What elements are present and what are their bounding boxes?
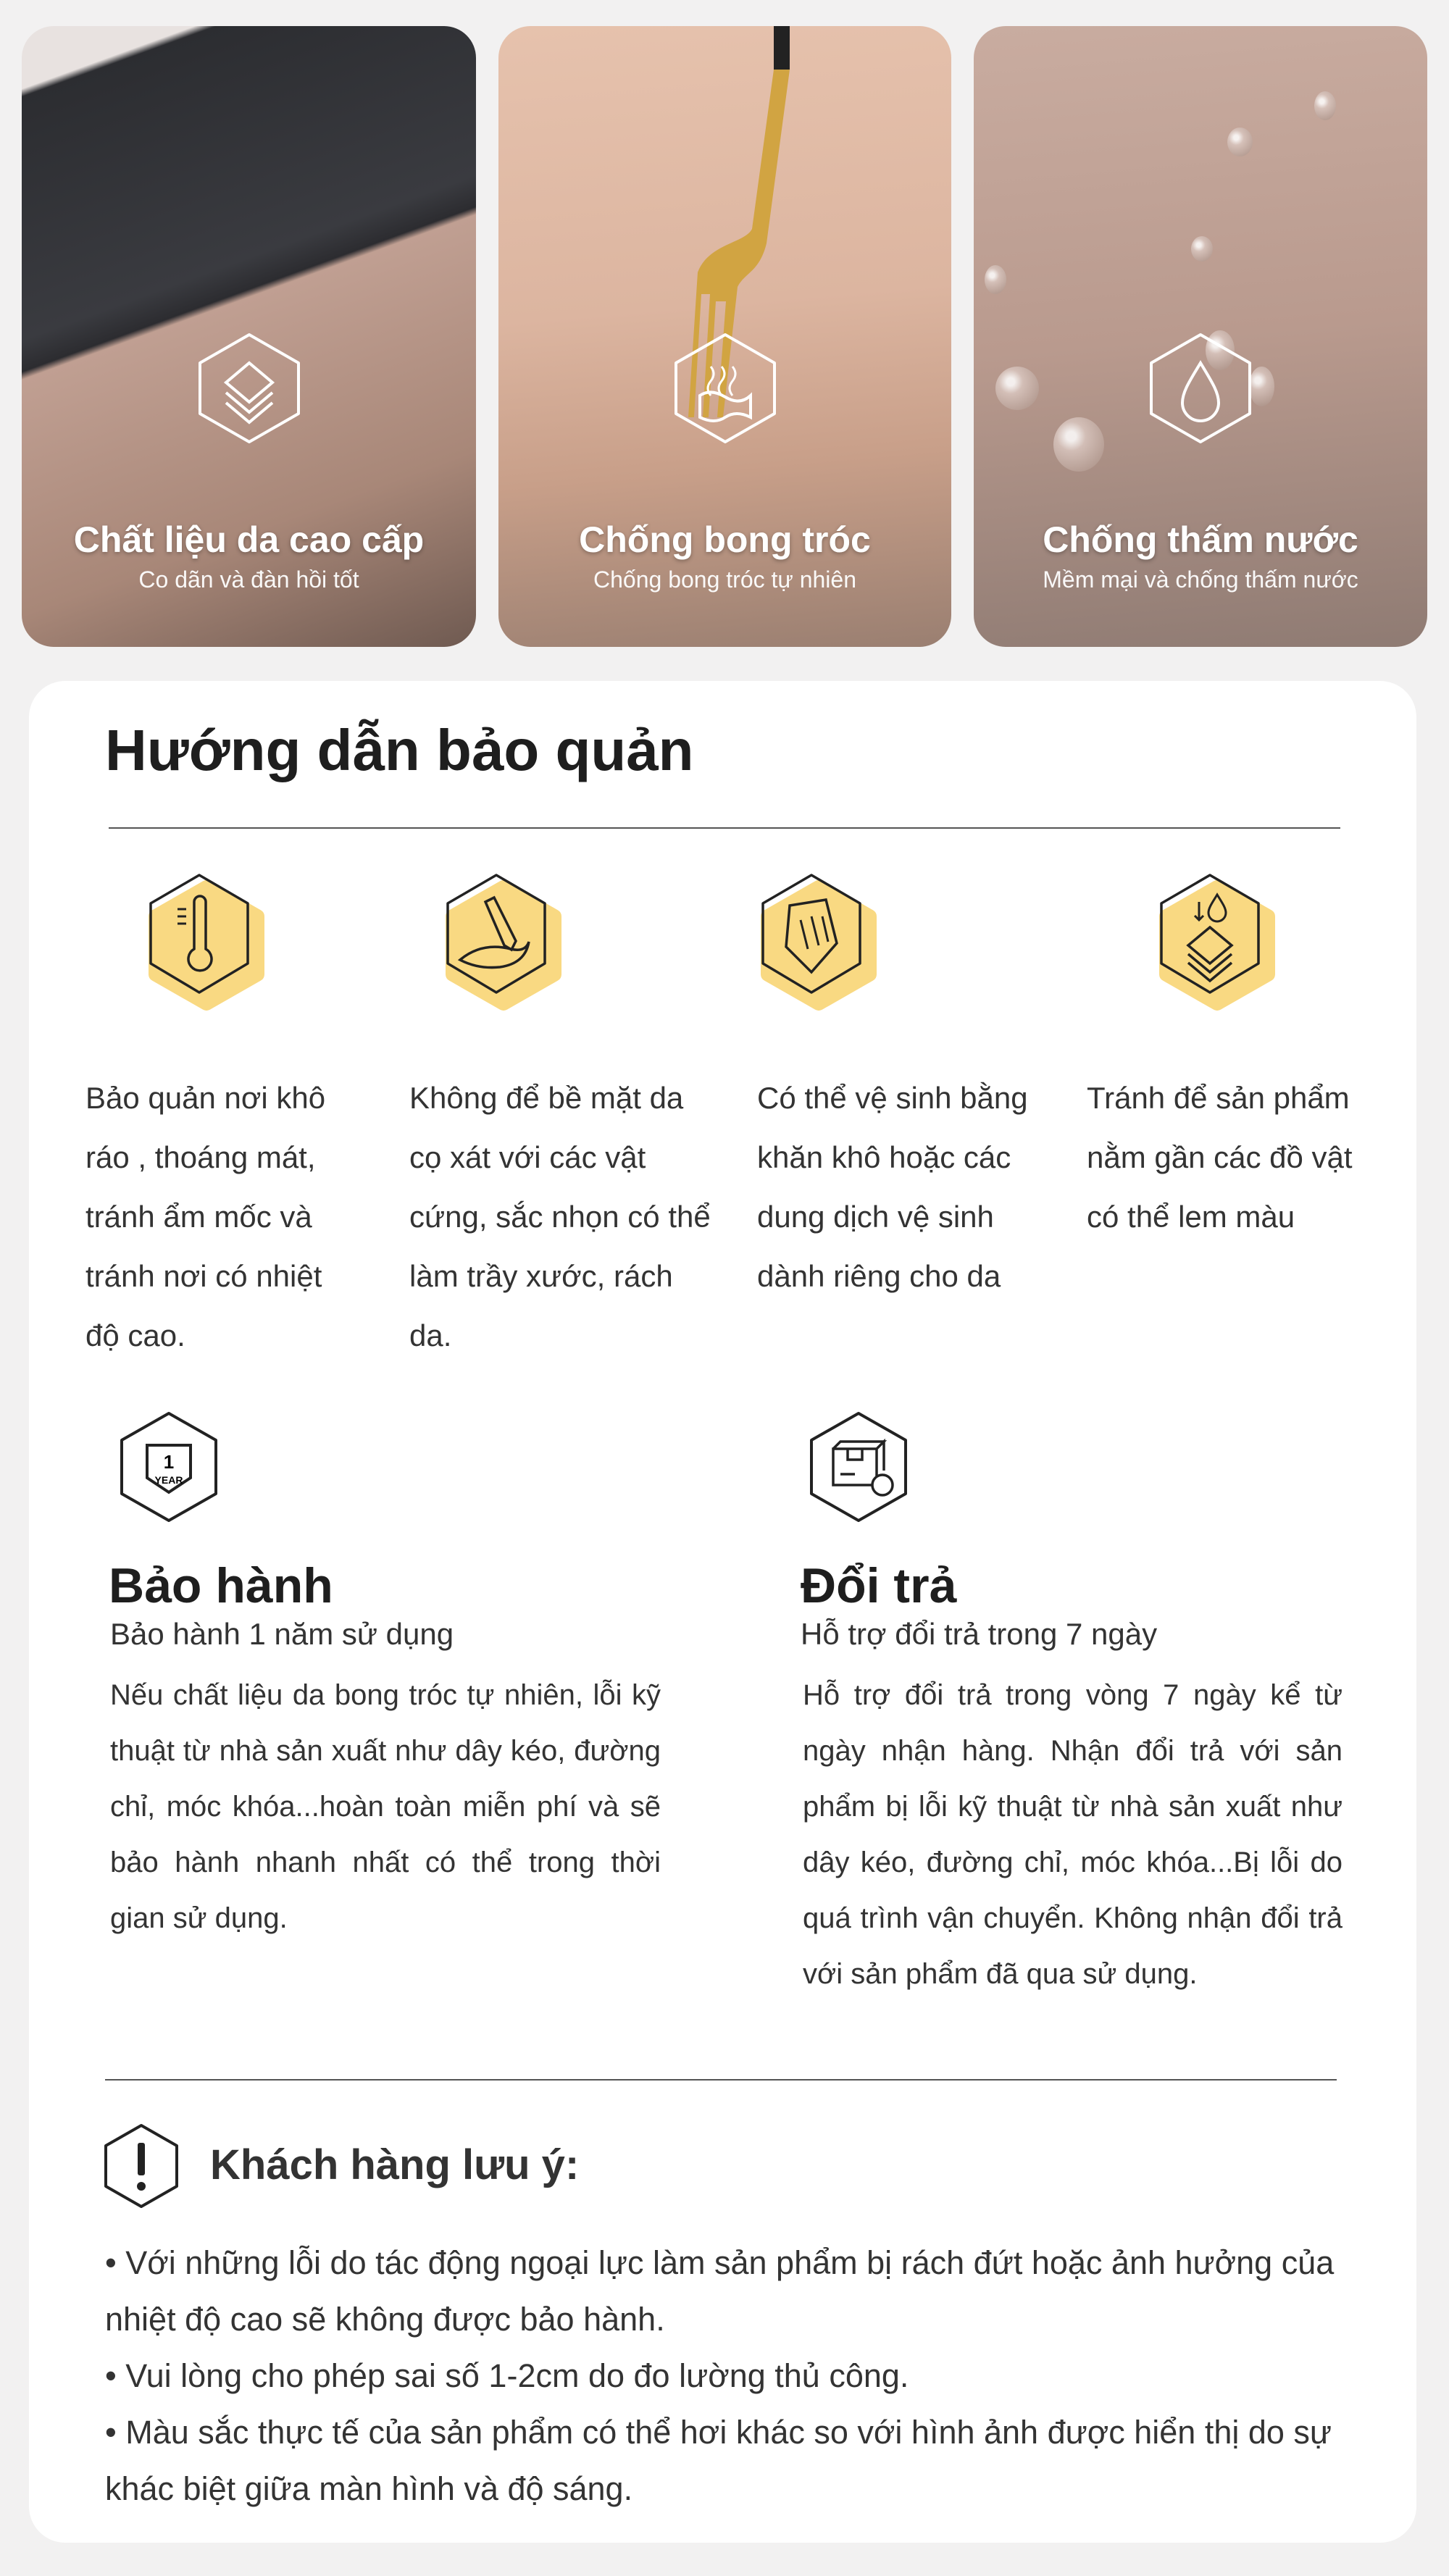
layers-icon — [191, 330, 307, 446]
water-drop-icon — [1143, 330, 1258, 446]
care-item-text: Có thể vệ sinh bằng khăn khô hoặc các dung dịch vệ sinh dành riêng cho da — [757, 1081, 1028, 1293]
warranty-text: Nếu chất liệu da bong tróc tự nhiên, lỗi kỹ thuật từ nhà sản xuất như dây kéo, đường chỉ, móc khóa...hoàn toàn miễn phí và sẽ bảo hành nhanh nhất có thể trong thời gian sử dụng. — [110, 1679, 661, 1934]
divider — [105, 2079, 1337, 2081]
feature-card-waterproof — [974, 26, 1427, 647]
return-box-icon — [804, 1409, 913, 1525]
feature-subtitle: Chống bong tróc tự nhiên — [593, 566, 856, 593]
notice-title: Khách hàng lưu ý: — [210, 2141, 580, 2188]
glove-cloth-icon — [750, 869, 880, 1014]
water-drop-image — [1314, 91, 1336, 120]
notice-item: • Vui lòng cho phép sai số 1-2cm do đo lường thủ công. — [105, 2357, 909, 2394]
warning-icon — [101, 2123, 181, 2209]
warranty-title: Bảo hành — [109, 1558, 333, 1613]
feature-title: Chống thấm nước — [1043, 519, 1358, 560]
thermometer-icon — [138, 869, 268, 1014]
warranty-subtitle: Bảo hành 1 năm sử dụng — [110, 1617, 454, 1651]
returns-text: Hỗ trợ đổi trả trong vòng 7 ngày kể từ ngày nhận hàng. Nhận đổi trả với sản phẩm bị lỗi kỹ thuật từ nhà sản xuất như dây kéo, đường chỉ, móc khóa...Bị lỗi do quá trình vận chuyển. Không nhận đổi trả với sản phẩm đã qua sử dụng. — [803, 1679, 1342, 1990]
warranty-badge-label: YEAR — [154, 1474, 183, 1486]
warranty-badge-number: 1 — [163, 1451, 175, 1473]
notice-item: • Với những lỗi do tác động ngoại lực làm sản phẩm bị rách đứt hoặc ảnh hưởng của nhiệt độ cao sẽ không được bảo hành. — [105, 2244, 1335, 2338]
water-drop-image — [1191, 236, 1213, 262]
notice-list — [105, 2235, 1344, 2517]
layers-drop-icon — [1148, 869, 1279, 1014]
water-drop-image — [1053, 417, 1104, 472]
feature-title: Chất liệu da cao cấp — [73, 519, 425, 560]
feature-subtitle: Mềm mại và chống thấm nước — [1043, 566, 1358, 593]
divider — [109, 827, 1340, 829]
notice-item: • Màu sắc thực tế của sản phẩm có thể hơi khác so với hình ảnh được hiển thị do sự khác biệt giữa màn hình và độ sáng. — [105, 2414, 1332, 2507]
peel-icon — [667, 330, 783, 446]
care-item-text: Bảo quản nơi khô ráo , thoáng mát, tránh ẩm mốc và tránh nơi có nhiệt độ cao. — [85, 1081, 326, 1352]
feature-card-leather — [22, 26, 476, 647]
feature-card-anti-peel — [498, 26, 951, 647]
knife-scratch-icon — [435, 869, 565, 1014]
care-item-text: Không để bề mặt da cọ xát với các vật cứng, sắc nhọn có thể làm trầy xước, rách da. — [409, 1081, 711, 1352]
feature-subtitle: Co dãn và đàn hồi tốt — [138, 566, 359, 593]
feature-title: Chống bong tróc — [579, 519, 871, 560]
returns-title: Đổi trả — [801, 1558, 957, 1613]
warranty-year-icon — [114, 1409, 223, 1525]
water-drop-image — [1227, 127, 1253, 156]
care-title: Hướng dẫn bảo quản — [105, 718, 694, 782]
water-drop-image — [995, 367, 1039, 410]
care-item-text: Tránh để sản phẩm nằm gần các đồ vật có thể lem màu — [1087, 1081, 1353, 1234]
returns-subtitle: Hỗ trợ đổi trả trong 7 ngày — [801, 1617, 1158, 1651]
water-drop-image — [985, 265, 1006, 294]
